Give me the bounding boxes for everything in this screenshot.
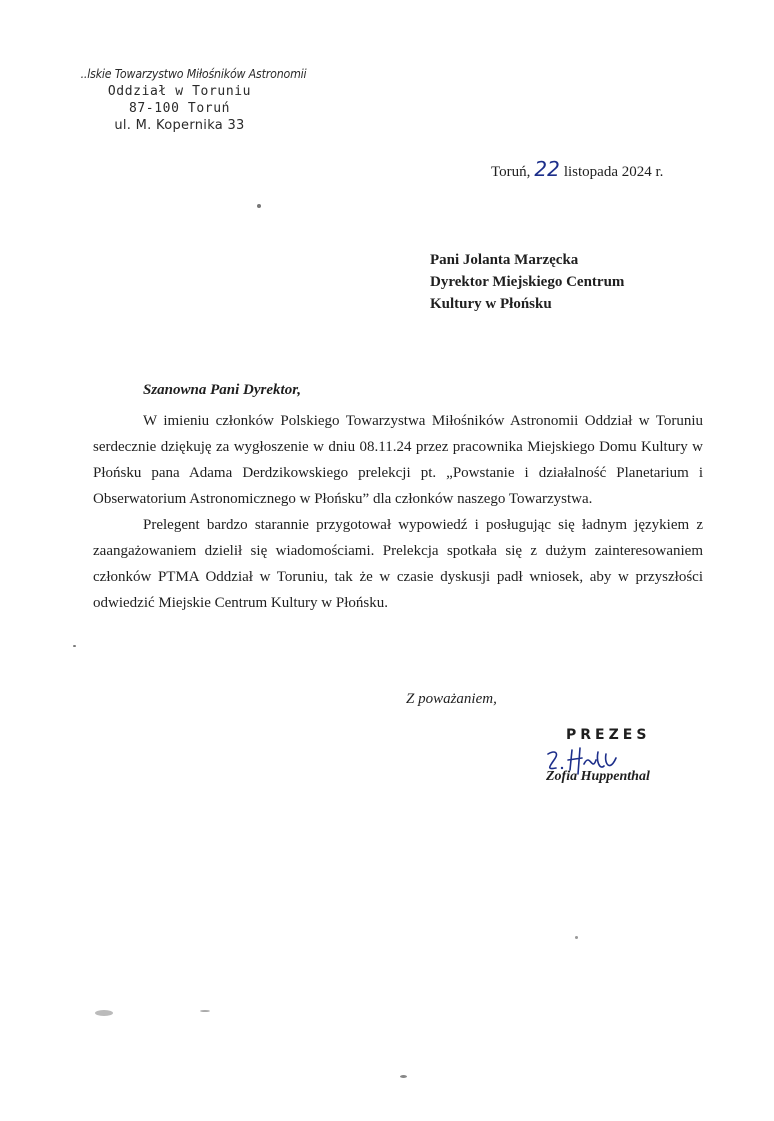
letter-body <box>93 408 703 616</box>
letterhead-branch: Oddział w Toruniu <box>107 84 252 99</box>
date-line <box>491 157 663 181</box>
salutation: Szanowna Pani Dyrektor, <box>143 382 301 398</box>
scan-speck <box>200 1010 210 1012</box>
letterhead-postal-code: 87-100 Toruń <box>128 101 231 116</box>
scan-speck <box>400 1075 407 1078</box>
letterhead-stamp <box>72 66 307 134</box>
body-paragraph: W imieniu członków Polskiego Towarzystwa Miłośników Astronomii Oddział w Toruniu serdecznie dziękuję za wygłoszenie w dniu 08.11.24 przez pracownika Miejskiego Domu Kultury w Płońsku pana Adama Derdzikowskiego prelekcji pt. „Powstanie i działalność Planetarium i Obserwatorium Astronomicznego w Płońsku” dla członków naszego Towarzystwa. <box>93 413 703 507</box>
scan-speck <box>95 1010 113 1016</box>
scan-speck <box>575 936 578 939</box>
letterhead-organization: ..lskie Towarzystwo Miłośników Astronomii <box>80 67 307 81</box>
signature-title: PREZES <box>566 727 651 743</box>
scan-speck <box>73 645 76 647</box>
date-city: Toruń, <box>491 164 531 180</box>
recipient-block <box>430 249 624 315</box>
recipient-title: Dyrektor Miejskiego Centrum <box>430 274 625 290</box>
recipient-institution: Kultury w Płońsku <box>430 296 552 312</box>
letterhead-street: ul. M. Kopernika 33 <box>114 118 245 133</box>
date-day-handwritten: 22 <box>534 157 560 181</box>
date-month-year: listopada 2024 r. <box>563 164 664 180</box>
signatory-name: Zofia Huppenthal <box>546 769 650 784</box>
scan-speck <box>257 204 261 208</box>
closing-phrase: Z poważaniem, <box>406 691 497 707</box>
recipient-name: Pani Jolanta Marzęcka <box>430 252 579 268</box>
body-paragraph: Prelegent bardzo starannie przygotował wypowiedź i posługując się ładnym językiem z zaangażowaniem dzielił się wiadomościami. Prelekcja spotkała się z dużym zainteresowaniem członków PTMA Oddział w Toruniu, tak że w czasie dyskusji padł wniosek, aby w przyszłości odwiedzić Miejskie Centrum Kultury w Płońsku. <box>93 517 703 611</box>
